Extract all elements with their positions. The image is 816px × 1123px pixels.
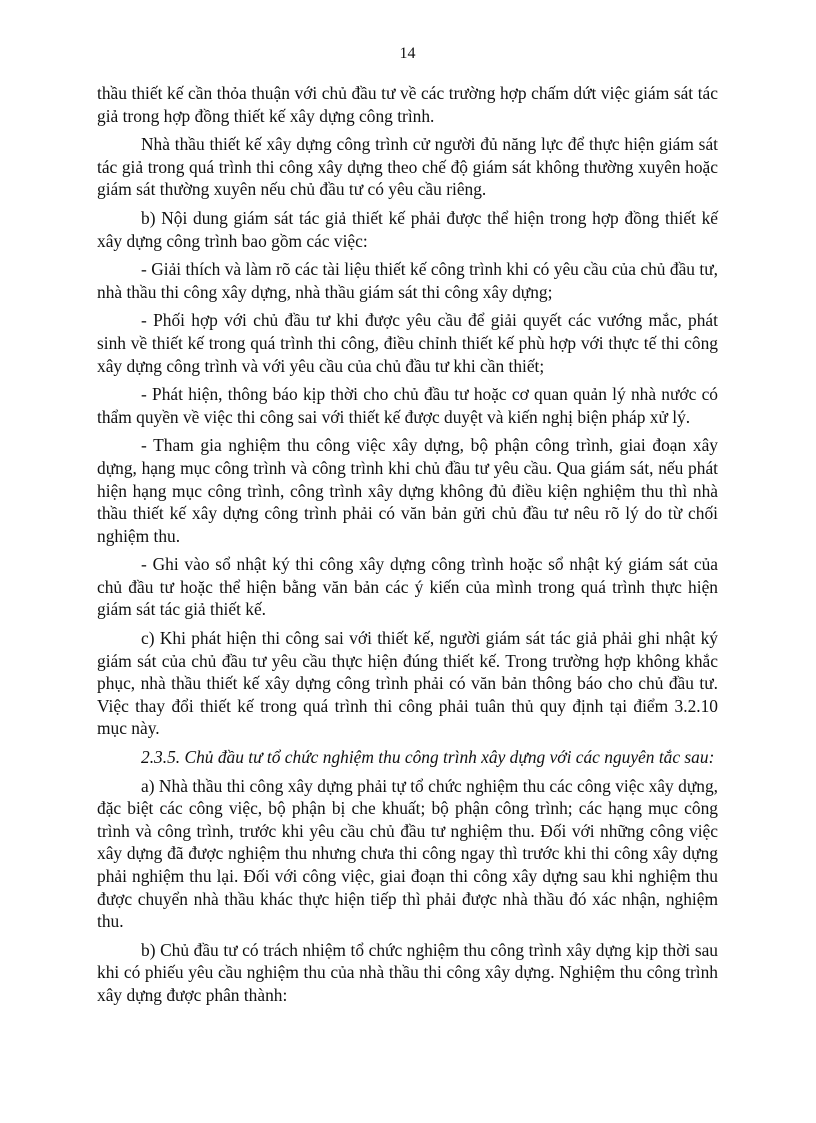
- section-heading-2-3-5: 2.3.5. Chủ đầu tư tổ chức nghiệm thu công trình xây dựng với các nguyên tắc sau:: [141, 747, 715, 768]
- list-item: - Tham gia nghiệm thu công việc xây dựng, bộ phận công trình, giai đoạn xây dựng, hạng mục công trình và công trình khi chủ đầu tư yêu cầu. Qua giám sát, nếu phát hiện hạng mục công trình, công trình xây dựng không đủ điều kiện nghiệm thu thì nhà thầu thiết kế xây dựng công trình phải có văn bản gửi chủ đầu tư nêu rõ lý do từ chối nghiệm thu.: [97, 435, 718, 546]
- list-item: - Phát hiện, thông báo kịp thời cho chủ đầu tư hoặc cơ quan quản lý nhà nước có thẩm quyền về việc thi công sai với thiết kế được duyệt và kiến nghị biện pháp xử lý.: [97, 384, 718, 427]
- list-item: - Giải thích và làm rõ các tài liệu thiết kế công trình khi có yêu cầu của chủ đầu tư, nhà thầu thi công xây dựng, nhà thầu giám sát thi công xây dựng;: [97, 259, 718, 302]
- paragraph-item-a: a) Nhà thầu thi công xây dựng phải tự tổ chức nghiệm thu các công việc xây dựng, đặc biệt các công việc, bộ phận bị che khuất; bộ phận công trình; các hạng mục công trình và công trình, trước khi yêu cầu chủ đầu tư nghiệm thu. Đối với những công việc xây dựng đã được nghiệm thu nhưng chưa thi công ngay thì trước khi thi công xây dựng phải nghiệm thu lại. Đối với công việc, giai đoạn thi công xây dựng sau khi nghiệm thu được chuyển nhà thầu khác thực hiện tiếp thì phải được nhà thầu đó xác nhận, nghiệm thu.: [97, 775, 718, 932]
- document-body: [97, 82, 718, 1007]
- paragraph-item-c: c) Khi phát hiện thi công sai với thiết kế, người giám sát tác giả phải ghi nhật ký giám sát của chủ đầu tư yêu cầu thực hiện đúng thiết kế. Trong trường hợp không khắc phục, nhà thầu thiết kế xây dựng công trình phải có văn bản thông báo cho chủ đầu tư. Việc thay đổi thiết kế trong quá trình thi công phải tuân thủ quy định tại điểm 3.2.10 mục này.: [97, 628, 718, 739]
- page-number: 14: [399, 45, 416, 62]
- paragraph-item-b-acceptance: b) Chủ đầu tư có trách nhiệm tổ chức nghiệm thu công trình xây dựng kịp thời sau khi có phiếu yêu cầu nghiệm thu của nhà thầu thi công xây dựng. Nghiệm thu công trình xây dựng được phân thành:: [97, 939, 718, 1005]
- paragraph-item-b: b) Nội dung giám sát tác giả thiết kế phải được thể hiện trong hợp đồng thiết kế xây dựng công trình bao gồm các việc:: [97, 207, 718, 251]
- list-item: - Phối hợp với chủ đầu tư khi được yêu cầu để giải quyết các vướng mắc, phát sinh về thiết kế trong quá trình thi công, điều chỉnh thiết kế phù hợp với thực tế thi công xây dựng công trình và với yêu cầu của chủ đầu tư khi cần thiết;: [97, 310, 718, 376]
- paragraph-supervisor-assignment: Nhà thầu thiết kế xây dựng công trình cử người đủ năng lực để thực hiện giám sát tác giả trong quá trình thi công xây dựng theo chế độ giám sát không thường xuyên hoặc giám sát thường xuyên nếu chủ đầu tư có yêu cầu riêng.: [97, 134, 718, 200]
- paragraph-continuation: thầu thiết kế cần thỏa thuận với chủ đầu tư về các trường hợp chấm dứt việc giám sát tác giả trong hợp đồng thiết kế xây dựng công trình.: [97, 83, 718, 126]
- list-item: - Ghi vào sổ nhật ký thi công xây dựng công trình hoặc sổ nhật ký giám sát của chủ đầu tư hoặc thể hiện bằng văn bản các ý kiến của mình trong quá trình thực hiện giám sát tác giả thiết kế.: [97, 554, 718, 620]
